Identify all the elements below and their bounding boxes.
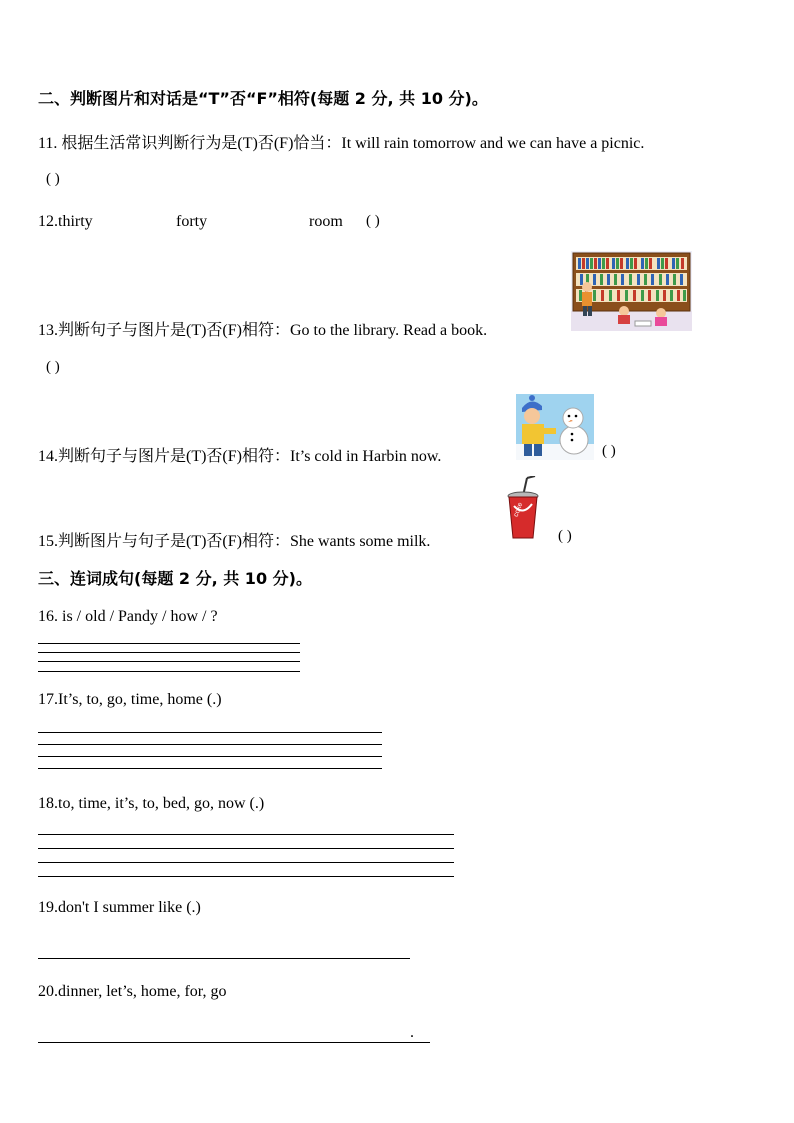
coke-cup-picture (505, 476, 545, 542)
question-19-answer-line[interactable] (38, 958, 410, 959)
question-16-text: 16. is / old / Pandy / how / ? (38, 608, 218, 625)
section-two-heading: 二、判断图片和对话是“T”否“F”相符(每题 2 分, 共 10 分)。 (38, 89, 488, 108)
question-20-text: 20.dinner, let’s, home, for, go (38, 983, 227, 1000)
question-20-answer-line[interactable] (38, 1042, 430, 1043)
question-17-text: 17.It’s, to, go, time, home (.) (38, 691, 222, 708)
coke-cup-label: coke (512, 501, 525, 518)
question-12-word-room: room (309, 213, 343, 230)
question-18-answer-line-3[interactable] (38, 862, 454, 863)
question-14-text: 14.判断句子与图片是(T)否(F)相符：It’s cold in Harbin now. (38, 448, 442, 465)
question-17-answer-line-4[interactable] (38, 768, 382, 769)
question-15-answer-paren[interactable]: ( ) (558, 528, 572, 544)
question-18-text: 18.to, time, it’s, to, bed, go, now (.) (38, 795, 265, 812)
question-12-word-forty: forty (176, 213, 208, 230)
question-17-answer-line-3[interactable] (38, 756, 382, 757)
question-20-end-mark: . (410, 1024, 414, 1041)
question-14-answer-paren[interactable]: ( ) (602, 443, 616, 459)
question-15-text: 15.判断图片与句子是(T)否(F)相符：She wants some milk. (38, 533, 431, 550)
question-11-answer-paren[interactable]: ( ) (46, 171, 60, 187)
question-12-answer-paren[interactable]: ( ) (366, 213, 380, 229)
question-13-answer-paren[interactable]: ( ) (46, 359, 60, 375)
question-18-answer-line-1[interactable] (38, 834, 454, 835)
question-19-text: 19.don't I summer like (.) (38, 899, 201, 916)
section-three-heading: 三、连词成句(每题 2 分, 共 10 分)。 (38, 569, 312, 588)
question-13-text: 13.判断句子与图片是(T)否(F)相符：Go to the library. Read a book. (38, 322, 488, 339)
snowman-picture (516, 394, 594, 460)
question-16-answer-line-4[interactable] (38, 671, 300, 672)
question-18-answer-line-4[interactable] (38, 876, 454, 877)
question-17-answer-line-1[interactable] (38, 732, 382, 733)
question-11-text: 11. 根据生活常识判断行为是(T)否(F)恰当：It will rain tomorrow and we can have a picnic. (38, 135, 645, 152)
question-16-answer-line-1[interactable] (38, 643, 300, 644)
library-picture (571, 251, 692, 331)
question-12-word-thirty: 12.thirty (38, 213, 93, 230)
question-16-answer-line-2[interactable] (38, 652, 300, 653)
question-16-answer-line-3[interactable] (38, 661, 300, 662)
question-18-answer-line-2[interactable] (38, 848, 454, 849)
question-17-answer-line-2[interactable] (38, 744, 382, 745)
